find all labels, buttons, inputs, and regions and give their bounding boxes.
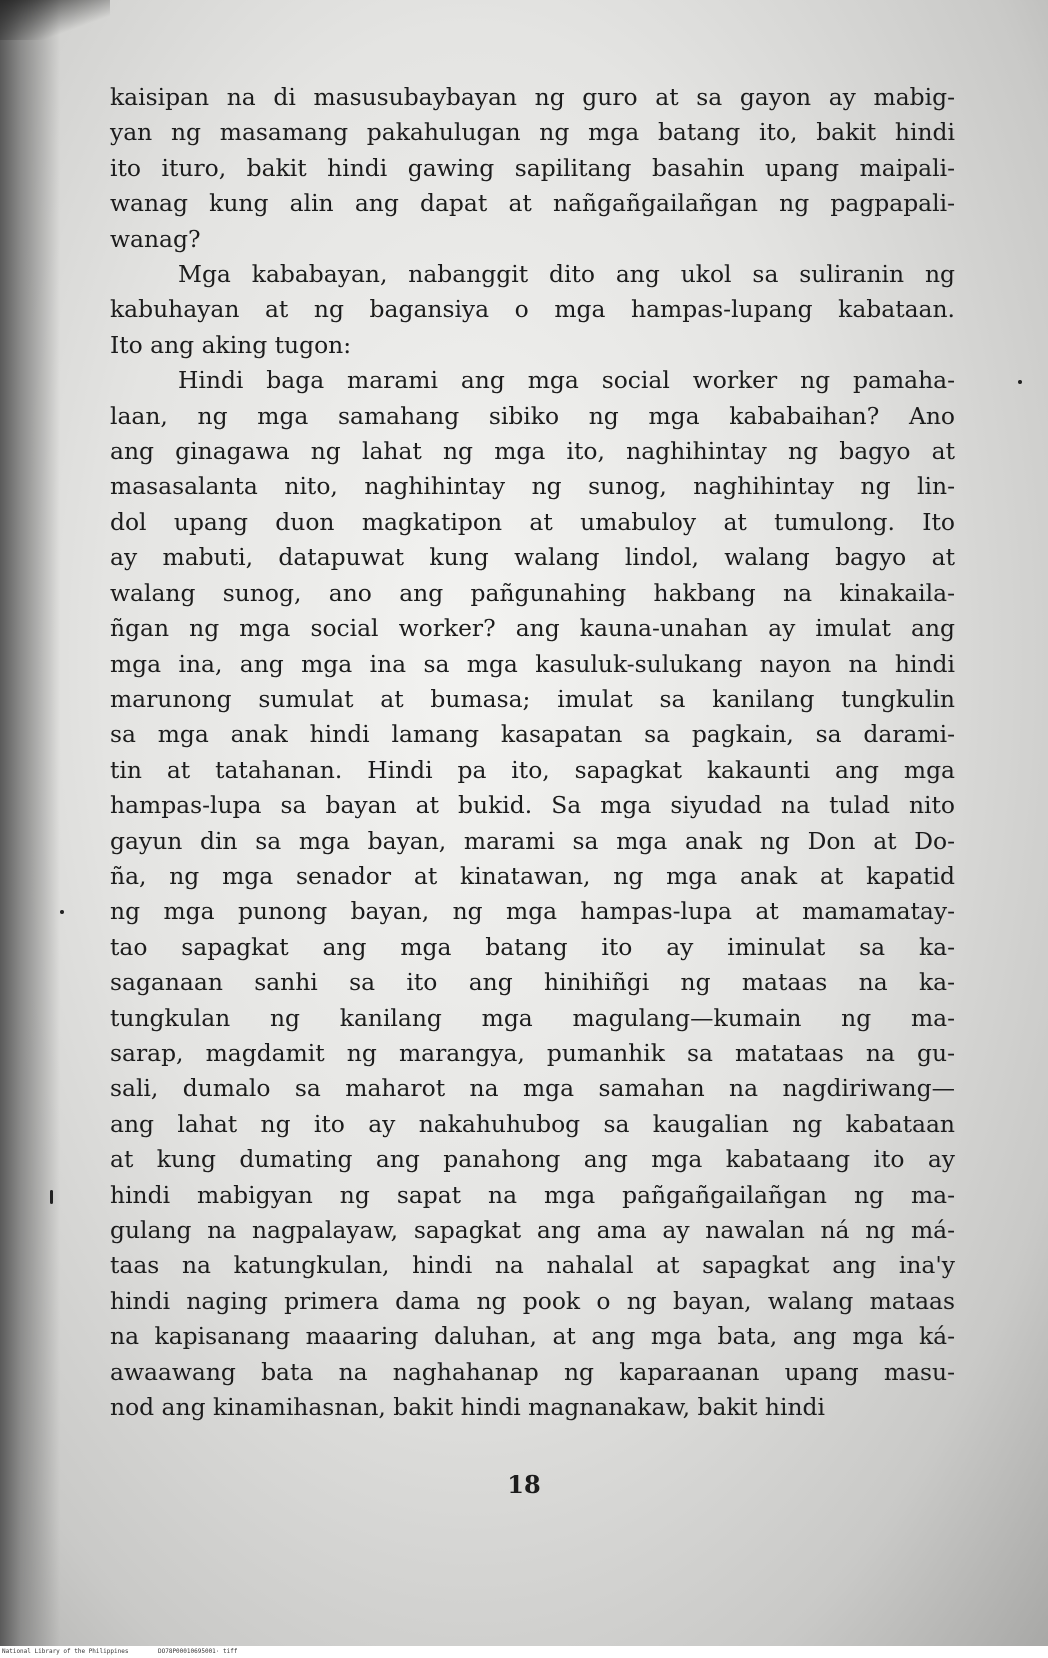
text-line: marunong sumulat at bumasa; imulat sa kanilang tungkulin [110, 684, 955, 713]
text-line: Ito ang aking tugon: [110, 330, 352, 359]
text-line: sa mga anak hindi lamang kasapatan sa pagkain, sa darami- [110, 720, 955, 749]
text-line: Mga kababayan, nabanggit dito ang ukol sa suliranin ng [178, 260, 955, 289]
text-line: gayun din sa mga bayan, marami sa mga anak ng Don at Do- [110, 826, 955, 855]
footer-library-label: National Library of the Philippines [2, 1648, 129, 1655]
text-line: sarap, magdamit ng marangya, pumanhik sa matataas na gu- [110, 1038, 955, 1067]
text-line: ñgan ng mga social worker? ang kauna-unahan ay imulat ang [110, 614, 955, 643]
footer-file-id: DO78P00010695001· tiff [158, 1648, 238, 1655]
text-line: Hindi baga marami ang mga social worker ng pamaha- [178, 366, 955, 395]
text-line: tin at tatahanan. Hindi pa ito, sapagkat kakaunti ang mga [110, 755, 955, 784]
text-line: ang lahat ng ito ay nakahuhubog sa kaugalian ng kabataan [110, 1109, 955, 1138]
text-line: taas na katungkulan, hindi na nahalal at sapagkat ang ina'y [110, 1251, 955, 1280]
text-line: kaisipan na di masusubaybayan ng guro at sa gayon ay mabig- [110, 83, 955, 111]
text-line: tao sapagkat ang mga batang ito ay iminulat sa ka- [110, 932, 955, 961]
text-line: hampas-lupa sa bayan at bukid. Sa mga siyudad na tulad nito [110, 791, 955, 820]
text-line: awaawang bata na naghahanap ng kaparaanan upang masu- [110, 1357, 955, 1386]
text-line: saganaan sanhi sa ito ang hinihiñgi ng mataas na ka- [110, 968, 955, 997]
text-line: tungkulan ng kanilang mga magulang—kumain ng ma- [110, 1003, 955, 1032]
paragraph [110, 80, 955, 257]
scan-footer [0, 1646, 1048, 1658]
text-line: ang ginagawa ng lahat ng mga ito, naghihintay ng bagyo at [110, 437, 955, 466]
text-line: hindi naging primera dama ng pook o ng bayan, walang mataas [110, 1286, 955, 1315]
ink-speck [50, 1190, 53, 1204]
text-line: ito ituro, bakit hindi gawing sapilitang basahin upang maipali- [110, 153, 955, 182]
paragraph [110, 257, 955, 363]
text-line: mga ina, ang mga ina sa mga kasuluk-sulukang nayon na hindi [110, 649, 955, 678]
ink-speck [1018, 380, 1022, 384]
text-line: nod ang kinamihasnan, bakit hindi magnanakaw, bakit hindi [110, 1393, 825, 1422]
text-line: na kapisanang maaaring daluhan, at ang mga bata, ang mga ká- [110, 1322, 955, 1351]
text-line: laan, ng mga samahang sibiko ng mga kababaihan? Ano [110, 401, 955, 430]
text-line: kabuhayan at ng bagansiya o mga hampas-lupang kabataan. [110, 295, 955, 324]
text-line: at kung dumating ang panahong ang mga kabataang ito ay [110, 1145, 955, 1174]
paragraph [110, 363, 955, 1425]
text-line: dol upang duon magkatipon at umabuloy at tumulong. Ito [110, 507, 955, 536]
text-line: wanag? [110, 224, 201, 253]
text-line: wanag kung alin ang dapat at nañgañgailañgan ng pagpapali- [110, 189, 955, 218]
page-number: 18 [507, 1470, 541, 1499]
text-line: walang sunog, ano ang pañgunahing hakbang na kinakaila- [110, 578, 955, 607]
page-binding-shadow [0, 0, 60, 1646]
text-line: masasalanta nito, naghihintay ng sunog, naghihintay ng lin- [110, 472, 955, 501]
text-line: yan ng masamang pakahulugan ng mga batang ito, bakit hindi [110, 118, 955, 147]
text-line: hindi mabigyan ng sapat na mga pañgañgailañgan ng ma- [110, 1180, 955, 1209]
text-line: sali, dumalo sa maharot na mga samahan na nagdiriwang— [110, 1074, 955, 1103]
page-corner-shadow [0, 0, 110, 40]
text-line: ay mabuti, datapuwat kung walang lindol, walang bagyo at [110, 543, 955, 572]
text-line: gulang na nagpalayaw, sapagkat ang ama ay nawalan ná ng má- [110, 1216, 955, 1244]
ink-speck [60, 910, 64, 914]
text-line: ña, ng mga senador at kinatawan, ng mga anak at kapatid [110, 861, 955, 890]
body-text [110, 80, 955, 1425]
text-line: ng mga punong bayan, ng mga hampas-lupa at mamamatay- [110, 897, 955, 926]
